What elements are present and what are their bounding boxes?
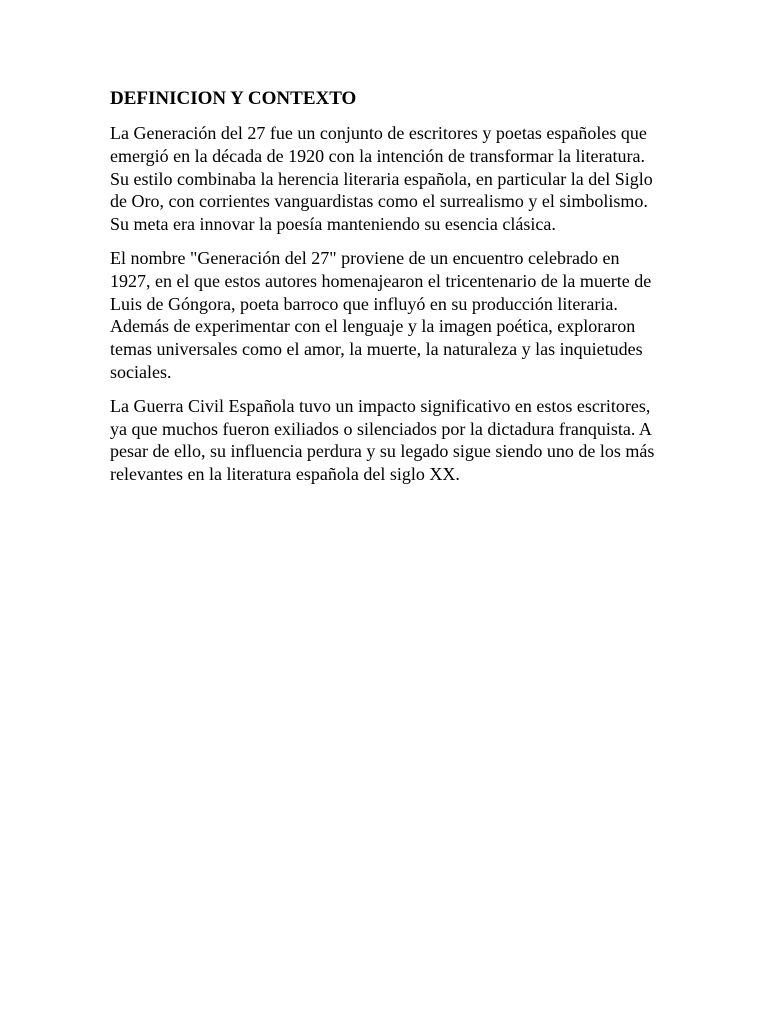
section-heading: DEFINICION Y CONTEXTO: [110, 88, 357, 109]
paragraph-name-origin: El nombre "Generación del 27" proviene de un encuentro celebrado en 1927, en el que estos autores homenajearon el tricentenario de la muerte de Luis de Góngora, poeta barroco que influyó en su producción literaria. Además de experimentar con el lenguaje y la imagen poética, exploraron temas universales como el amor, la muerte, la naturaleza y las inquietudes sociales.: [110, 247, 652, 382]
paragraph-definition: La Generación del 27 fue un conjunto de escritores y poetas españoles que emergió en la década de 1920 con la intención de transformar la literatura. Su estilo combinaba la herencia literaria española, en particular la del Siglo de Oro, con corrientes vanguardistas como el surrealismo y el simbolismo. Su meta era innovar la poesía manteniendo su esencia clásica.: [110, 123, 653, 235]
paragraph-civil-war: La Guerra Civil Española tuvo un impacto significativo en estos escritores, ya que muchos fueron exiliados o silenciados por la dictadura franquista. A pesar de ello, su influencia perdura y su legado sigue siendo uno de los más relevantes en la literatura española del siglo XX.: [110, 395, 655, 485]
